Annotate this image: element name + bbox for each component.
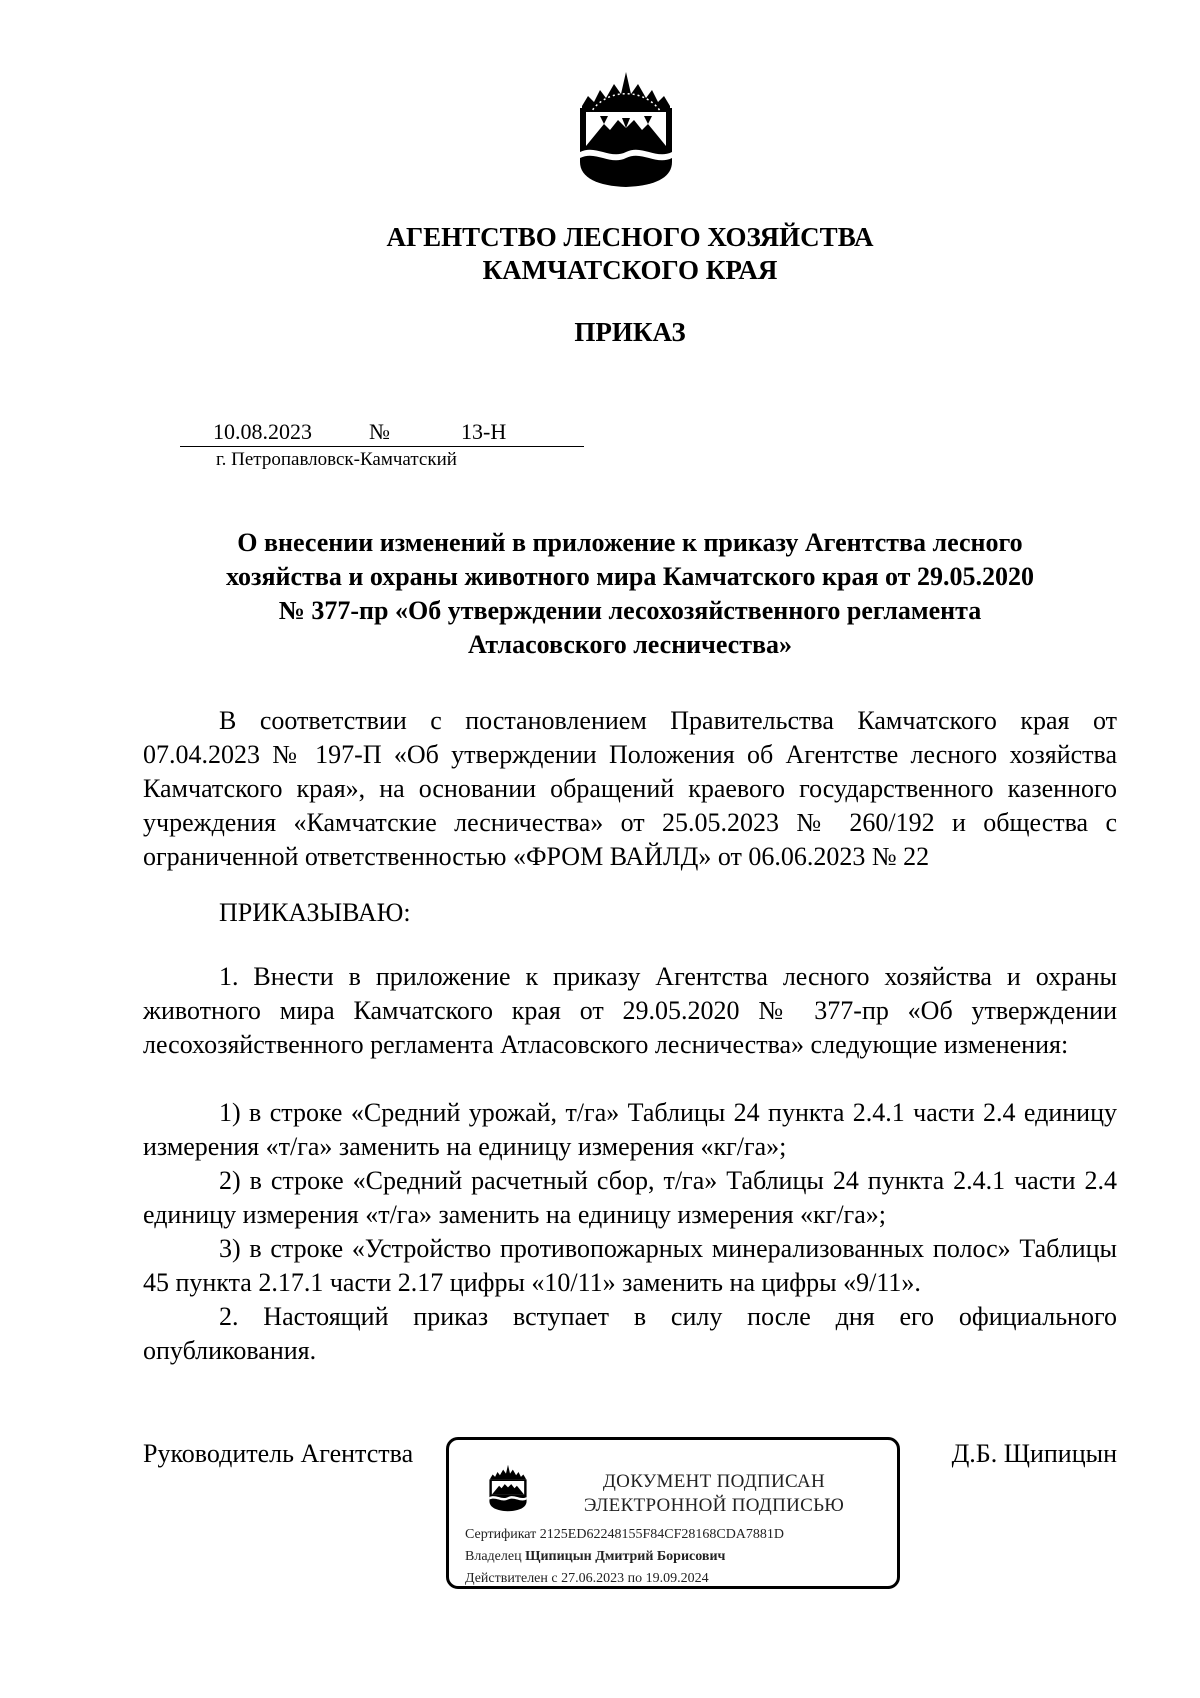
subject-line3: № 377-пр «Об утверждении лесохозяйственного регламента (278, 596, 982, 625)
requisites-line (180, 418, 584, 447)
subject-line1: О внесении изменений в приложение к приказу Агентства лесного (237, 528, 1023, 557)
stamp-title-line2: ЭЛЕКТРОННОЙ ПОДПИСЬЮ (583, 1495, 845, 1516)
order-word: ПРИКАЗЫВАЮ: (219, 898, 411, 927)
signer-name: Д.Б. Щипицын (951, 1439, 1117, 1468)
order-date: 10.08.2023 (213, 419, 312, 444)
owner-value: Щипицын Дмитрий Борисович (525, 1549, 726, 1564)
document-type: ПРИКАЗ (574, 317, 686, 347)
cert-label: Сертификат (465, 1527, 537, 1542)
item-1: 1. Внести в приложение к приказу Агентства лесного хозяйства и охраны животного мира Камчатского края от 29.05.2020 № 377-пр «Об утверждении лесохозяйственного регламента Атласовского лесничества» следующие изменения: (143, 962, 1117, 1059)
number-sign: № (369, 419, 390, 444)
agency-name (0, 221, 1200, 287)
order-number: 13-Н (461, 419, 507, 444)
item-1-1: 1) в строке «Средний урожай, т/га» Таблицы 24 пункта 2.4.1 части 2.4 единицу измерения «т/га» заменить на единицу измерения «кг/га»; (143, 1098, 1117, 1161)
owner-label: Владелец (465, 1549, 522, 1564)
electronic-signature-stamp (446, 1437, 900, 1589)
stamp-title (549, 1470, 879, 1518)
coat-of-arms-icon (487, 1462, 529, 1512)
valid-to-label: по (627, 1571, 643, 1586)
stamp-owner (465, 1548, 725, 1566)
valid-label: Действителен с (465, 1571, 558, 1586)
subject-line4: Атласовского лесничества» (467, 630, 793, 659)
valid-from: 27.06.2023 (561, 1571, 625, 1586)
order-subject (148, 526, 1112, 662)
valid-to: 19.09.2024 (645, 1571, 709, 1586)
subject-line2: хозяйства и охраны животного мира Камчатского края от 29.05.2020 (226, 562, 1034, 591)
preamble-paragraph: В соответствии с постановлением Правительства Камчатского края от 07.04.2023 № 197-П «Об утверждении Положения об Агентстве лесного хозяйства Камчатского края», на основании обращений краевого государственного казенного учреждения «Камчатские лесничества» от 25.05.2023 № 260/192 и общества с ограниченной ответственностью «ФРОМ ВАЙЛД» от 06.06.2023 № 22 (143, 706, 1117, 871)
signer-position: Руководитель Агентства (143, 1439, 414, 1468)
stamp-title-line1: ДОКУМЕНТ ПОДПИСАН (602, 1471, 826, 1492)
stamp-certificate (465, 1526, 784, 1544)
coat-of-arms-icon (574, 66, 678, 188)
item-1-2: 2) в строке «Средний расчетный сбор, т/га» Таблицы 24 пункта 2.4.1 части 2.4 единицу измерения «т/га» заменить на единицу измерения «кг/га»; (143, 1166, 1117, 1229)
agency-name-line1: АГЕНТСТВО ЛЕСНОГО ХОЗЯЙСТВА (386, 222, 874, 252)
stamp-validity (465, 1570, 709, 1588)
cert-value: 2125ED62248155F84CF28168CDA7881D (539, 1527, 785, 1542)
agency-name-line2: КАМЧАТСКОГО КРАЯ (482, 255, 778, 285)
item-2: 2. Настоящий приказ вступает в силу после дня его официального опубликования. (143, 1302, 1117, 1365)
city: г. Петропавловск-Камчатский (216, 449, 457, 470)
item-1-3: 3) в строке «Устройство противопожарных минерализованных полос» Таблицы 45 пункта 2.17.1 части 2.17 цифры «10/11» заменить на цифры «9/11». (143, 1234, 1117, 1297)
